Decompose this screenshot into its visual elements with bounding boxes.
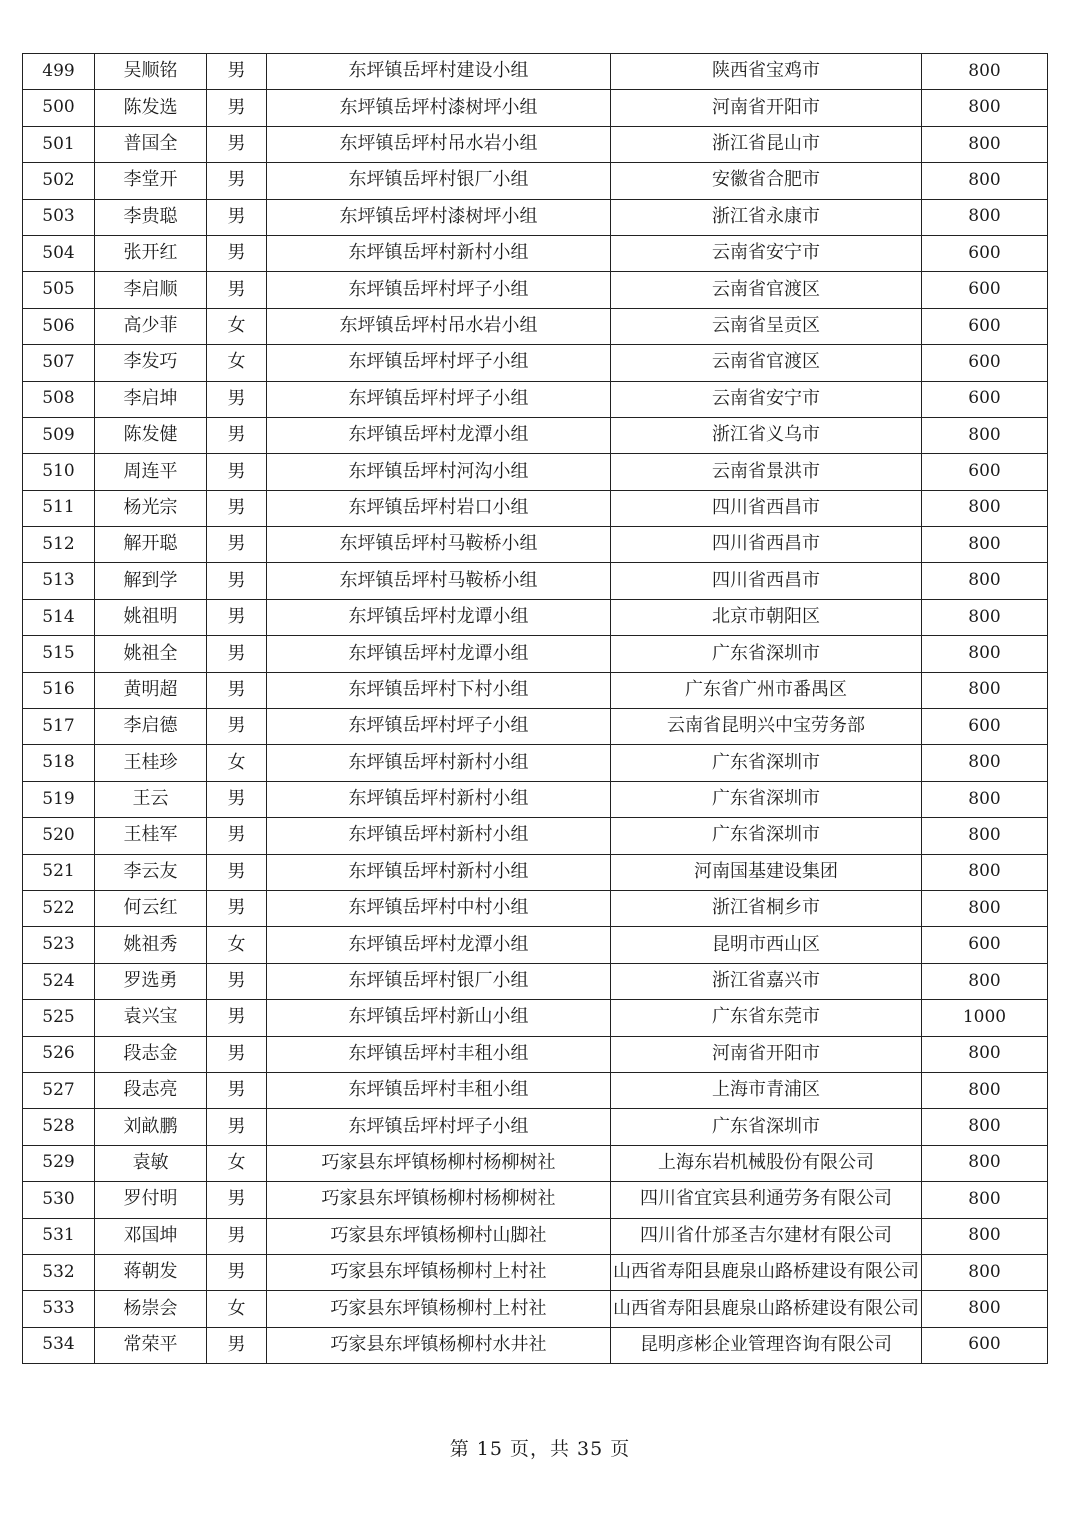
row-number-cell: 505 (23, 272, 95, 308)
gender-cell: 男 (207, 599, 267, 635)
address-cell: 东坪镇岳坪村坪子小组 (267, 272, 611, 308)
row-number-cell: 510 (23, 454, 95, 490)
table-row (23, 235, 1048, 271)
amount-cell: 600 (922, 235, 1048, 271)
amount-cell: 800 (922, 1182, 1048, 1218)
name-cell: 吴顺铭 (95, 54, 207, 90)
table-row (23, 890, 1048, 926)
table-row (23, 636, 1048, 672)
table-row (23, 1036, 1048, 1072)
address-cell: 东坪镇岳坪村吊水岩小组 (267, 308, 611, 344)
row-number-cell: 515 (23, 636, 95, 672)
amount-cell: 600 (922, 381, 1048, 417)
name-cell: 袁兴宝 (95, 1000, 207, 1036)
name-cell: 姚祖全 (95, 636, 207, 672)
row-number-cell: 532 (23, 1254, 95, 1290)
table-row (23, 90, 1048, 126)
workplace-cell: 四川省西昌市 (611, 527, 922, 563)
gender-cell: 女 (207, 745, 267, 781)
address-cell: 东坪镇岳坪村银厂小组 (267, 163, 611, 199)
name-cell: 蒋朝发 (95, 1254, 207, 1290)
address-cell: 巧家县东坪镇杨柳村杨柳树社 (267, 1182, 611, 1218)
workplace-cell: 浙江省昆山市 (611, 126, 922, 162)
row-number-cell: 511 (23, 490, 95, 526)
table-row (23, 745, 1048, 781)
table-row (23, 709, 1048, 745)
amount-cell: 800 (922, 1145, 1048, 1181)
workplace-cell: 河南省开阳市 (611, 90, 922, 126)
name-cell: 解到学 (95, 563, 207, 599)
name-cell: 陈发选 (95, 90, 207, 126)
workplace-cell: 云南省景洪市 (611, 454, 922, 490)
amount-cell: 800 (922, 1036, 1048, 1072)
amount-cell: 800 (922, 1254, 1048, 1290)
row-number-cell: 501 (23, 126, 95, 162)
workplace-cell (611, 1291, 922, 1327)
gender-cell: 男 (207, 490, 267, 526)
amount-cell: 600 (922, 308, 1048, 344)
gender-cell: 男 (207, 417, 267, 453)
gender-cell: 男 (207, 1327, 267, 1363)
workplace-cell: 上海东岩机械股份有限公司 (611, 1145, 922, 1181)
workplace-cell: 云南省昆明兴中宝劳务部 (611, 709, 922, 745)
table-row (23, 417, 1048, 453)
row-number-cell: 521 (23, 854, 95, 890)
amount-cell: 800 (922, 199, 1048, 235)
gender-cell: 女 (207, 308, 267, 344)
name-cell: 罗付明 (95, 1182, 207, 1218)
gender-cell: 男 (207, 1072, 267, 1108)
address-cell: 东坪镇岳坪村建设小组 (267, 54, 611, 90)
row-number-cell: 518 (23, 745, 95, 781)
gender-cell: 男 (207, 272, 267, 308)
amount-cell: 800 (922, 527, 1048, 563)
address-cell: 巧家县东坪镇杨柳村水井社 (267, 1327, 611, 1363)
name-cell: 黄明超 (95, 672, 207, 708)
amount-cell: 800 (922, 781, 1048, 817)
row-number-cell: 506 (23, 308, 95, 344)
workplace-text: 山西省寿阳县鹿泉山路桥建设有限公司 (613, 1298, 919, 1319)
workplace-cell: 浙江省永康市 (611, 199, 922, 235)
address-cell: 巧家县东坪镇杨柳村上村社 (267, 1254, 611, 1290)
address-cell: 东坪镇岳坪村龙潭小组 (267, 417, 611, 453)
row-number-cell: 534 (23, 1327, 95, 1363)
row-number-cell: 533 (23, 1291, 95, 1327)
amount-cell: 600 (922, 1327, 1048, 1363)
workplace-cell: 四川省什邡圣吉尔建材有限公司 (611, 1218, 922, 1254)
table-row (23, 927, 1048, 963)
row-number-cell: 503 (23, 199, 95, 235)
gender-cell: 男 (207, 1254, 267, 1290)
address-cell: 东坪镇岳坪村新村小组 (267, 745, 611, 781)
address-cell: 东坪镇岳坪村银厂小组 (267, 963, 611, 999)
row-number-cell: 504 (23, 235, 95, 271)
amount-cell: 800 (922, 1218, 1048, 1254)
table-row (23, 1327, 1048, 1363)
table-row (23, 1218, 1048, 1254)
gender-cell: 男 (207, 54, 267, 90)
name-cell: 何云红 (95, 890, 207, 926)
gender-cell: 男 (207, 235, 267, 271)
workplace-cell: 广东省深圳市 (611, 1109, 922, 1145)
row-number-cell: 527 (23, 1072, 95, 1108)
row-number-cell: 508 (23, 381, 95, 417)
page-footer: 第 15 页，共 35 页 (449, 1438, 631, 1460)
gender-cell: 男 (207, 890, 267, 926)
name-cell: 周连平 (95, 454, 207, 490)
workplace-cell: 浙江省义乌市 (611, 417, 922, 453)
address-cell: 东坪镇岳坪村龙谭小组 (267, 599, 611, 635)
row-number-cell: 530 (23, 1182, 95, 1218)
workplace-cell: 四川省宜宾县利通劳务有限公司 (611, 1182, 922, 1218)
amount-cell: 800 (922, 563, 1048, 599)
table-row (23, 781, 1048, 817)
gender-cell: 男 (207, 672, 267, 708)
workplace-cell: 北京市朝阳区 (611, 599, 922, 635)
workplace-cell: 上海市青浦区 (611, 1072, 922, 1108)
amount-cell: 800 (922, 54, 1048, 90)
amount-cell: 800 (922, 854, 1048, 890)
name-cell: 李发巧 (95, 345, 207, 381)
amount-cell: 800 (922, 417, 1048, 453)
name-cell: 李堂开 (95, 163, 207, 199)
workplace-cell: 浙江省桐乡市 (611, 890, 922, 926)
gender-cell: 女 (207, 1291, 267, 1327)
amount-cell: 600 (922, 927, 1048, 963)
row-number-cell: 528 (23, 1109, 95, 1145)
gender-cell: 男 (207, 199, 267, 235)
address-cell: 东坪镇岳坪村新村小组 (267, 781, 611, 817)
workplace-cell: 四川省西昌市 (611, 563, 922, 599)
table-row (23, 1145, 1048, 1181)
gender-cell: 男 (207, 1182, 267, 1218)
amount-cell: 800 (922, 636, 1048, 672)
table-row (23, 381, 1048, 417)
row-number-cell: 523 (23, 927, 95, 963)
name-cell: 李启德 (95, 709, 207, 745)
gender-cell: 男 (207, 1109, 267, 1145)
row-number-cell: 525 (23, 1000, 95, 1036)
address-cell: 东坪镇岳坪村中村小组 (267, 890, 611, 926)
amount-cell: 600 (922, 454, 1048, 490)
row-number-cell: 522 (23, 890, 95, 926)
table-row (23, 272, 1048, 308)
table-row (23, 1109, 1048, 1145)
row-number-cell: 529 (23, 1145, 95, 1181)
name-cell: 李启顺 (95, 272, 207, 308)
row-number-cell: 499 (23, 54, 95, 90)
amount-cell: 800 (922, 490, 1048, 526)
workplace-cell: 昆明彦彬企业管理咨询有限公司 (611, 1327, 922, 1363)
gender-cell: 男 (207, 854, 267, 890)
workplace-cell: 云南省安宁市 (611, 381, 922, 417)
amount-cell: 600 (922, 709, 1048, 745)
address-cell: 巧家县东坪镇杨柳村山脚社 (267, 1218, 611, 1254)
address-cell: 东坪镇岳坪村漆树坪小组 (267, 90, 611, 126)
amount-cell: 800 (922, 1291, 1048, 1327)
amount-cell: 800 (922, 745, 1048, 781)
row-number-cell: 519 (23, 781, 95, 817)
name-cell: 王桂军 (95, 818, 207, 854)
amount-cell: 800 (922, 890, 1048, 926)
roster-table (22, 53, 1048, 1364)
name-cell: 高少菲 (95, 308, 207, 344)
address-cell: 东坪镇岳坪村龙潭小组 (267, 927, 611, 963)
address-cell: 东坪镇岳坪村坪子小组 (267, 1109, 611, 1145)
amount-cell: 800 (922, 163, 1048, 199)
row-number-cell: 517 (23, 709, 95, 745)
name-cell: 袁敏 (95, 1145, 207, 1181)
gender-cell: 女 (207, 1145, 267, 1181)
gender-cell: 男 (207, 126, 267, 162)
table-row (23, 490, 1048, 526)
gender-cell: 男 (207, 1036, 267, 1072)
table-row (23, 308, 1048, 344)
workplace-cell: 广东省深圳市 (611, 636, 922, 672)
gender-cell: 男 (207, 1000, 267, 1036)
name-cell: 王云 (95, 781, 207, 817)
workplace-cell: 云南省官渡区 (611, 345, 922, 381)
gender-cell: 男 (207, 709, 267, 745)
workplace-cell: 广东省深圳市 (611, 781, 922, 817)
name-cell: 刘畝鹏 (95, 1109, 207, 1145)
workplace-cell: 云南省官渡区 (611, 272, 922, 308)
table-row (23, 527, 1048, 563)
name-cell: 普国全 (95, 126, 207, 162)
amount-cell: 800 (922, 672, 1048, 708)
gender-cell: 男 (207, 381, 267, 417)
row-number-cell: 520 (23, 818, 95, 854)
table-row (23, 1291, 1048, 1327)
table-row (23, 454, 1048, 490)
name-cell: 王桂珍 (95, 745, 207, 781)
name-cell: 姚祖秀 (95, 927, 207, 963)
gender-cell: 男 (207, 818, 267, 854)
gender-cell: 男 (207, 563, 267, 599)
table-row (23, 1072, 1048, 1108)
amount-cell: 800 (922, 818, 1048, 854)
gender-cell: 男 (207, 781, 267, 817)
table-row (23, 199, 1048, 235)
gender-cell: 男 (207, 163, 267, 199)
table-row (23, 599, 1048, 635)
address-cell: 东坪镇岳坪村丰租小组 (267, 1036, 611, 1072)
workplace-cell: 四川省西昌市 (611, 490, 922, 526)
name-cell: 杨崇会 (95, 1291, 207, 1327)
gender-cell: 男 (207, 454, 267, 490)
address-cell: 东坪镇岳坪村新山小组 (267, 1000, 611, 1036)
row-number-cell: 514 (23, 599, 95, 635)
amount-cell: 800 (922, 1109, 1048, 1145)
amount-cell: 800 (922, 599, 1048, 635)
address-cell: 东坪镇岳坪村岩口小组 (267, 490, 611, 526)
amount-cell: 800 (922, 1072, 1048, 1108)
workplace-cell: 安徽省合肥市 (611, 163, 922, 199)
name-cell: 姚祖明 (95, 599, 207, 635)
workplace-text: 山西省寿阳县鹿泉山路桥建设有限公司 (613, 1262, 919, 1283)
name-cell: 解开聪 (95, 527, 207, 563)
roster-body (23, 54, 1048, 1364)
row-number-cell: 509 (23, 417, 95, 453)
table-row (23, 963, 1048, 999)
table-row (23, 126, 1048, 162)
amount-cell: 800 (922, 90, 1048, 126)
address-cell: 东坪镇岳坪村新村小组 (267, 235, 611, 271)
row-number-cell: 507 (23, 345, 95, 381)
row-number-cell: 526 (23, 1036, 95, 1072)
address-cell: 东坪镇岳坪村下村小组 (267, 672, 611, 708)
address-cell: 巧家县东坪镇杨柳村上村社 (267, 1291, 611, 1327)
address-cell: 东坪镇岳坪村新村小组 (267, 818, 611, 854)
amount-cell: 800 (922, 126, 1048, 162)
gender-cell: 男 (207, 90, 267, 126)
amount-cell: 800 (922, 963, 1048, 999)
row-number-cell: 516 (23, 672, 95, 708)
table-row (23, 54, 1048, 90)
row-number-cell: 513 (23, 563, 95, 599)
workplace-cell (611, 1254, 922, 1290)
address-cell: 东坪镇岳坪村漆树坪小组 (267, 199, 611, 235)
address-cell: 东坪镇岳坪村坪子小组 (267, 345, 611, 381)
table-row (23, 563, 1048, 599)
address-cell: 东坪镇岳坪村丰租小组 (267, 1072, 611, 1108)
row-number-cell: 531 (23, 1218, 95, 1254)
name-cell: 常荣平 (95, 1327, 207, 1363)
row-number-cell: 524 (23, 963, 95, 999)
workplace-cell: 河南国基建设集团 (611, 854, 922, 890)
gender-cell: 女 (207, 927, 267, 963)
table-row (23, 1254, 1048, 1290)
address-cell: 巧家县东坪镇杨柳村杨柳树社 (267, 1145, 611, 1181)
address-cell: 东坪镇岳坪村龙谭小组 (267, 636, 611, 672)
amount-cell: 600 (922, 272, 1048, 308)
address-cell: 东坪镇岳坪村吊水岩小组 (267, 126, 611, 162)
address-cell: 东坪镇岳坪村马鞍桥小组 (267, 563, 611, 599)
row-number-cell: 502 (23, 163, 95, 199)
table-row (23, 1182, 1048, 1218)
row-number-cell: 512 (23, 527, 95, 563)
name-cell: 陈发健 (95, 417, 207, 453)
name-cell: 段志亮 (95, 1072, 207, 1108)
name-cell: 李云友 (95, 854, 207, 890)
workplace-cell: 昆明市西山区 (611, 927, 922, 963)
address-cell: 东坪镇岳坪村新村小组 (267, 854, 611, 890)
name-cell: 段志金 (95, 1036, 207, 1072)
name-cell: 邓国坤 (95, 1218, 207, 1254)
table-row (23, 1000, 1048, 1036)
name-cell: 张开红 (95, 235, 207, 271)
gender-cell: 女 (207, 345, 267, 381)
gender-cell: 男 (207, 963, 267, 999)
address-cell: 东坪镇岳坪村马鞍桥小组 (267, 527, 611, 563)
table-row (23, 345, 1048, 381)
table-row (23, 163, 1048, 199)
workplace-cell: 陕西省宝鸡市 (611, 54, 922, 90)
amount-cell: 600 (922, 345, 1048, 381)
gender-cell: 男 (207, 1218, 267, 1254)
name-cell: 罗选勇 (95, 963, 207, 999)
table-row (23, 672, 1048, 708)
workplace-cell: 浙江省嘉兴市 (611, 963, 922, 999)
workplace-cell: 广东省广州市番禺区 (611, 672, 922, 708)
table-row (23, 854, 1048, 890)
workplace-cell: 广东省深圳市 (611, 745, 922, 781)
workplace-cell: 广东省东莞市 (611, 1000, 922, 1036)
address-cell: 东坪镇岳坪村河沟小组 (267, 454, 611, 490)
address-cell: 东坪镇岳坪村坪子小组 (267, 381, 611, 417)
name-cell: 李启坤 (95, 381, 207, 417)
address-cell: 东坪镇岳坪村坪子小组 (267, 709, 611, 745)
name-cell: 李贵聪 (95, 199, 207, 235)
workplace-cell: 广东省深圳市 (611, 818, 922, 854)
workplace-cell: 云南省呈贡区 (611, 308, 922, 344)
workplace-cell: 云南省安宁市 (611, 235, 922, 271)
gender-cell: 男 (207, 527, 267, 563)
gender-cell: 男 (207, 636, 267, 672)
workplace-cell: 河南省开阳市 (611, 1036, 922, 1072)
row-number-cell: 500 (23, 90, 95, 126)
name-cell: 杨光宗 (95, 490, 207, 526)
table-row (23, 818, 1048, 854)
amount-cell: 1000 (922, 1000, 1048, 1036)
